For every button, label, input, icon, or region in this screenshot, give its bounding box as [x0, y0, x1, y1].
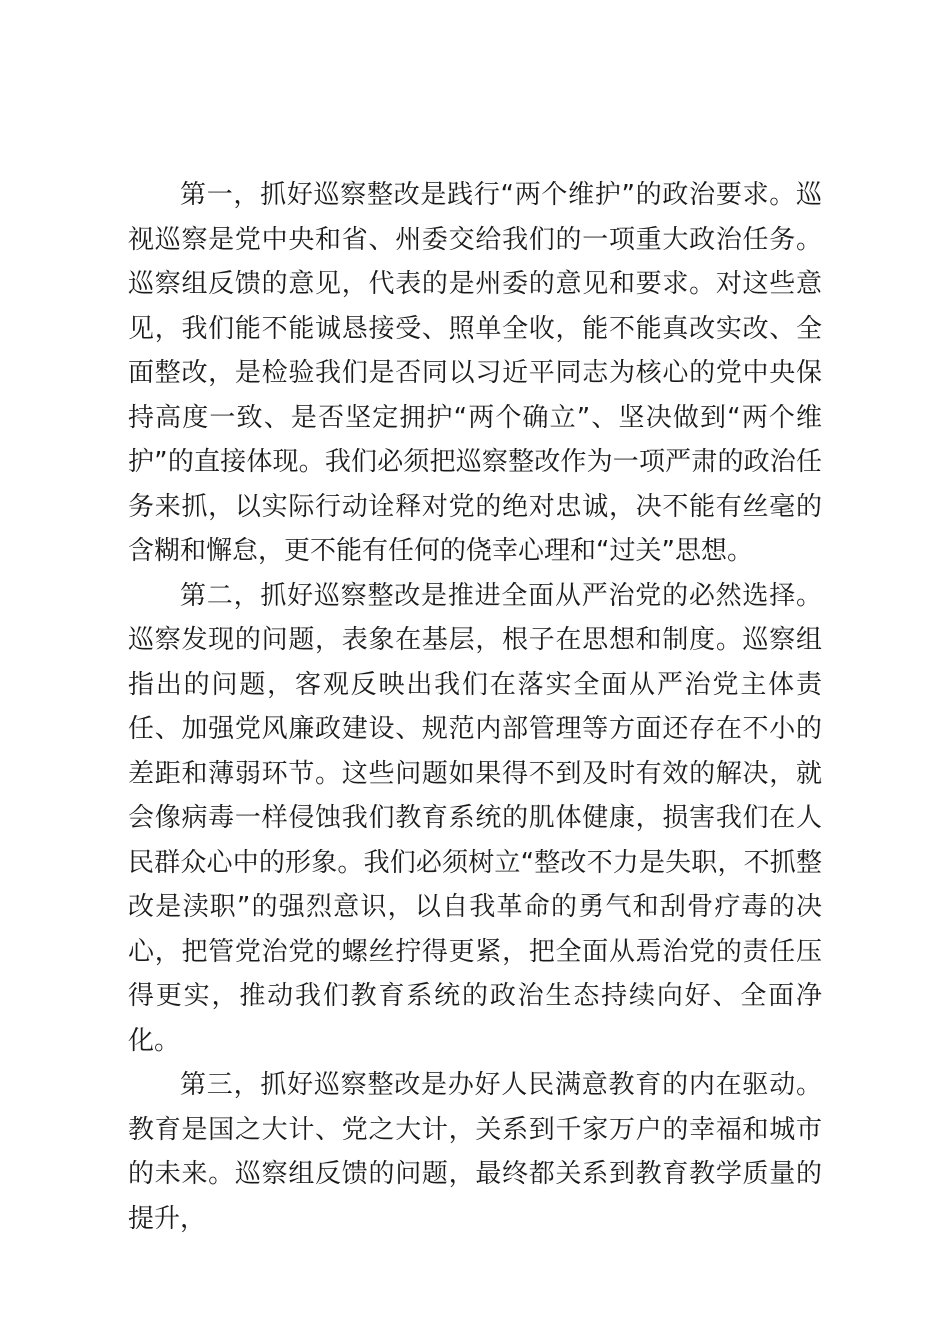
paragraph-first: 第一，抓好巡察整改是践行“两个维护”的政治要求。巡视巡察是党中央和省、州委交给我们的一项重大政治任务。巡察组反馈的意见，代表的是州委的意见和要求。对这些意见，我们能不能诚恳接受、照单全收，能不能真改实改、全面整改，是检验我们是否同以习近平同志为核心的党中央保持高度一致、是否坚定拥护“两个确立”、坚决做到“两个维护”的直接体现。我们必须把巡察整改作为一项严肃的政治任务来抓，以实际行动诠释对党的绝对忠诚，决不能有丝毫的含糊和懈怠，更不能有任何的侥幸心理和“过关”思想。 — [128, 180, 822, 566]
paragraph-third: 第三，抓好巡察整改是办好人民满意教育的内在驱动。教育是国之大计、党之大计，关系到千家万户的幸福和城市的未来。巡察组反馈的问题，最终都关系到教育教学质量的提升， — [128, 1070, 822, 1234]
paragraph-second: 第二，抓好巡察整改是推进全面从严治党的必然选择。巡察发现的问题，表象在基层，根子在思想和制度。巡察组指出的问题，客观反映出我们在落实全面从严治党主体责任、加强党风廉政建设、规范内部管理等方面还存在不小的差距和薄弱环节。这些问题如果得不到及时有效的解决，就会像病毒一样侵蚀我们教育系统的肌体健康，损害我们在人民群众心中的形象。我们必须树立“整改不力是失职，不抓整改是渎职”的强烈意识，以自我革命的勇气和刮骨疗毒的决心，把管党治党的螺丝拧得更紧，把全面从焉治党的责任压得更实，推动我们教育系统的政治生态持续向好、全面净化。 — [128, 580, 822, 1056]
document-body — [128, 173, 822, 1241]
